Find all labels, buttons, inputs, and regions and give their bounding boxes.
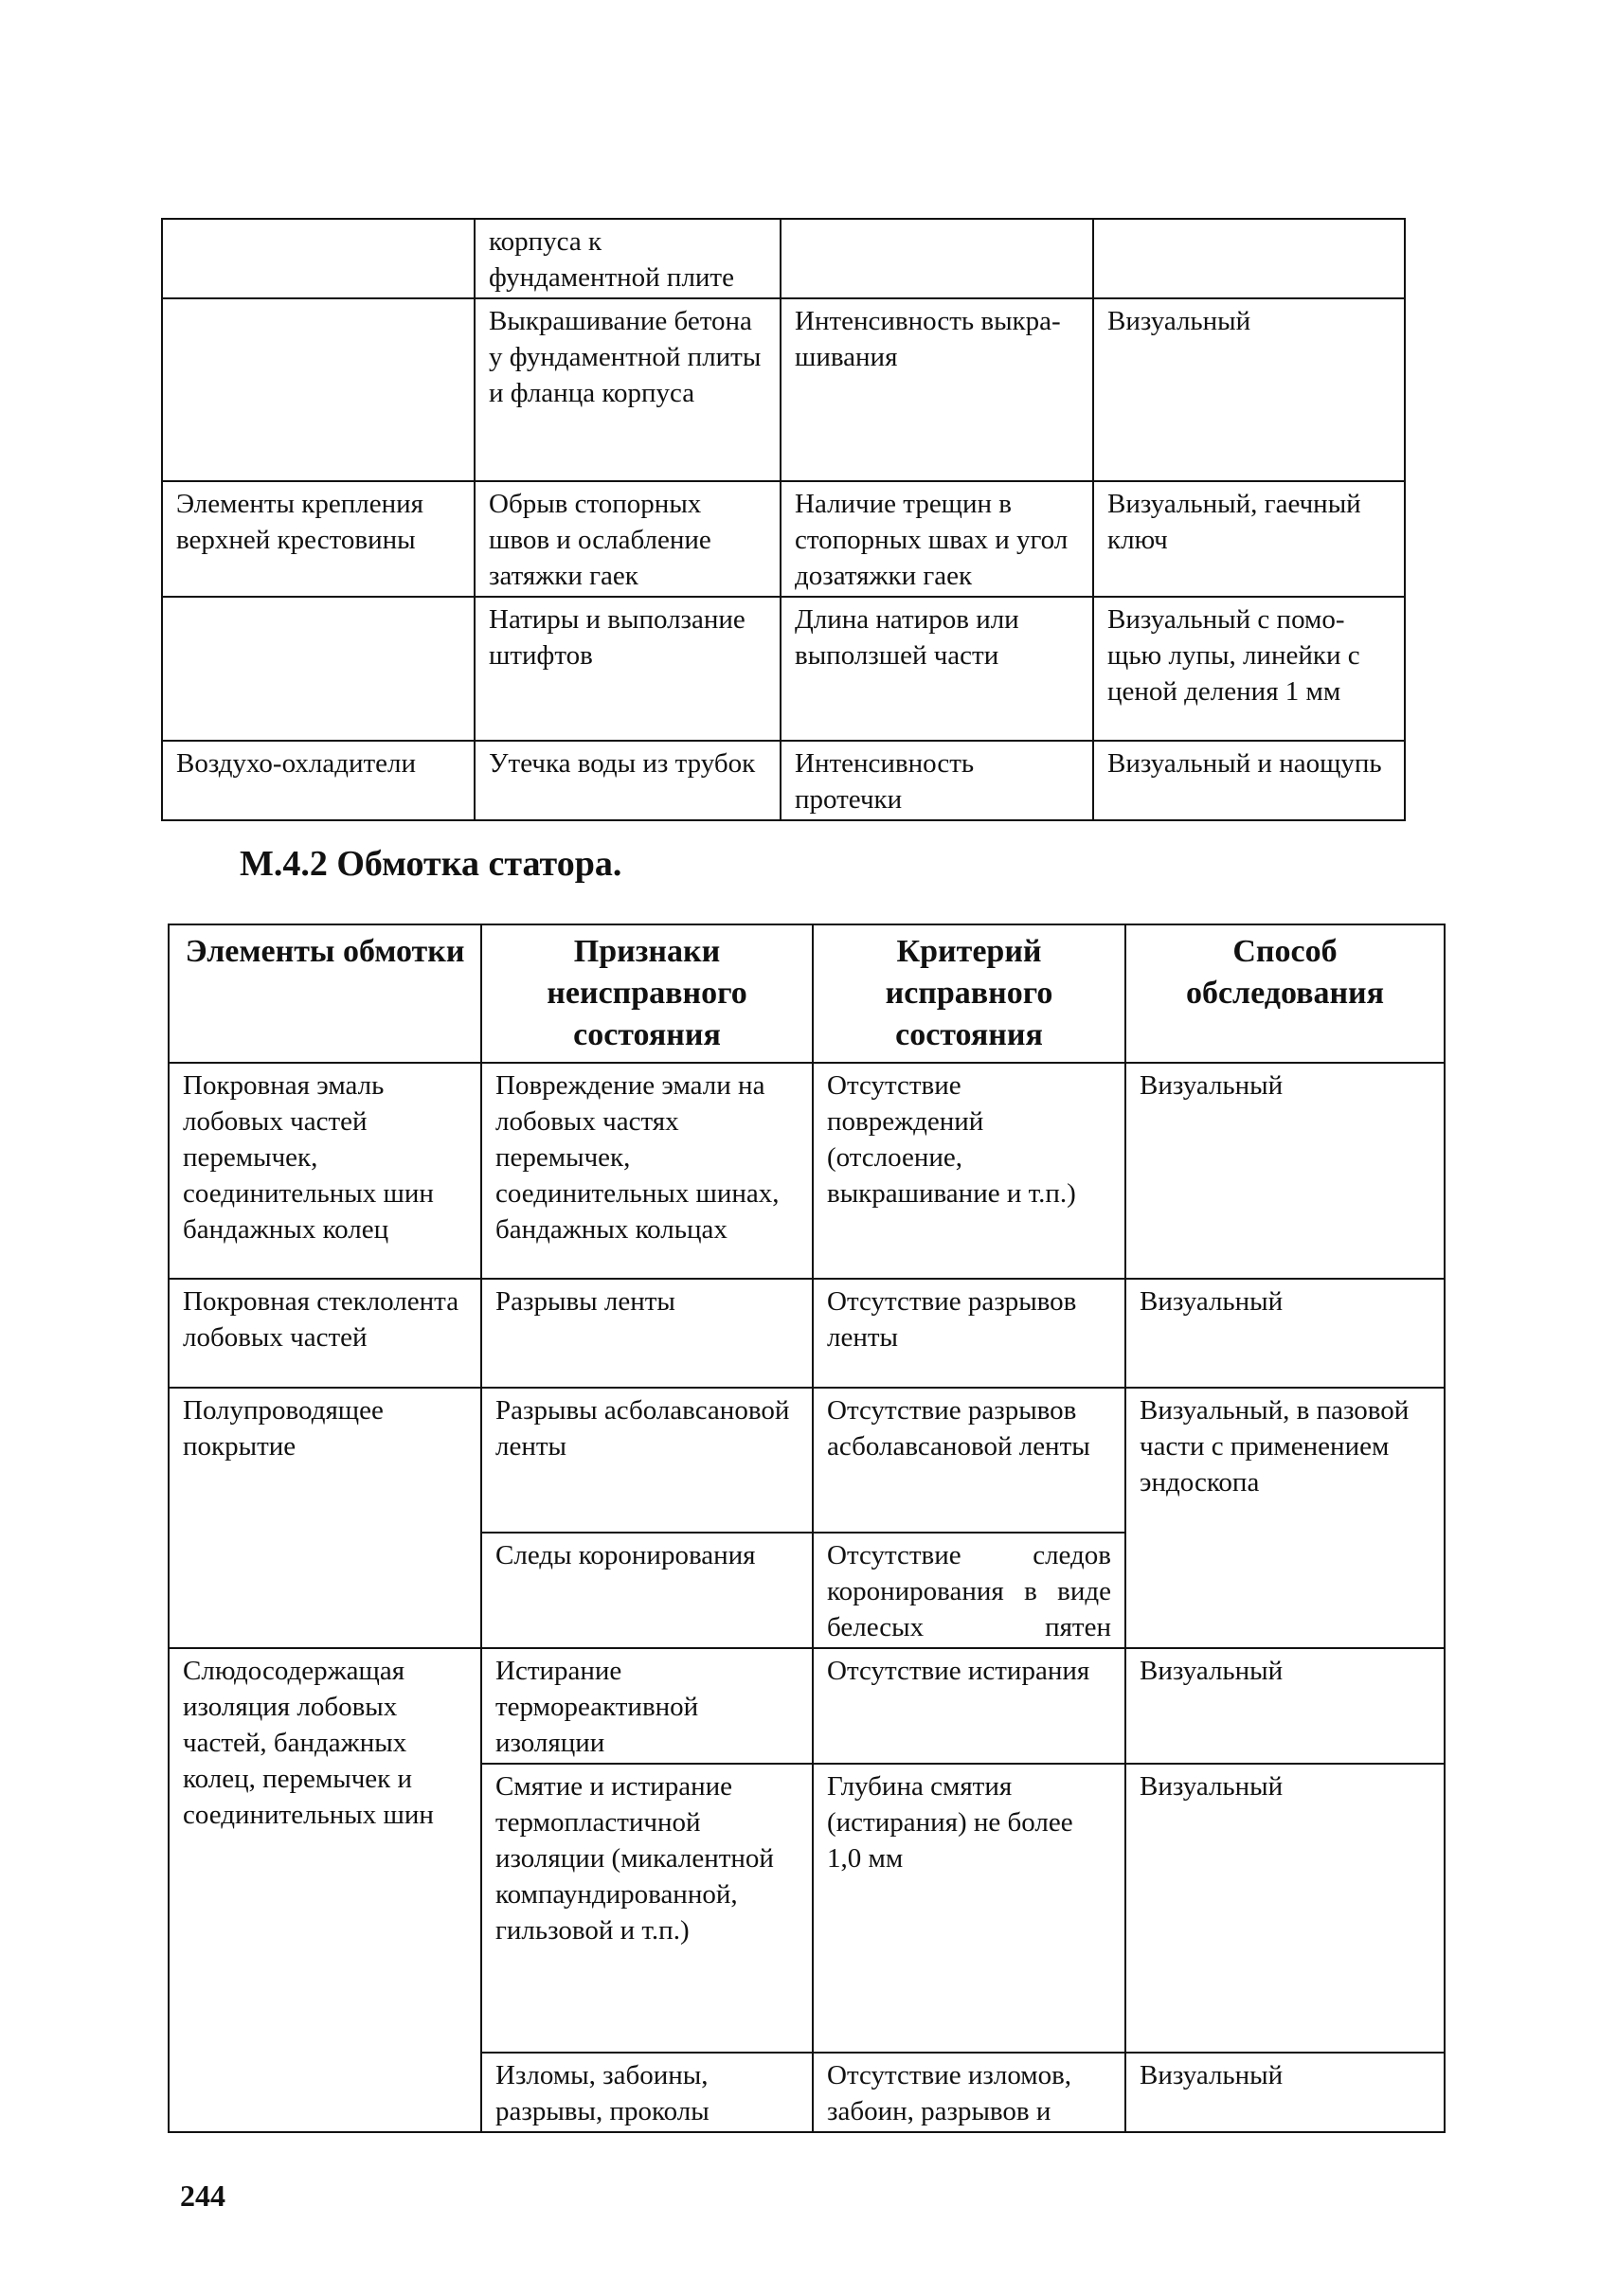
cell-method: Визуальный: [1125, 1279, 1445, 1388]
cell-criterion: Наличие трещин в стопорных швах и угол дозатяжки гаек: [781, 481, 1093, 597]
header-sign: Признаки неисправного состояния: [481, 924, 813, 1063]
table-row: [162, 481, 1405, 597]
cell-element: [162, 298, 475, 481]
cell-element: Полупроводящее покрытие: [169, 1388, 481, 1648]
cell-method: Визуальный: [1125, 1764, 1445, 2053]
cell-element: [162, 219, 475, 298]
cell-element: Слюдосодержащая изоляция лобовых частей, бандажных колец, перемычек и соединительных шин: [169, 1648, 481, 2132]
cell-method: Визуальный, гаечный ключ: [1093, 481, 1405, 597]
cell-criterion: [781, 219, 1093, 298]
cell-sign: Следы коронирования: [481, 1533, 813, 1648]
cell-criterion: Интенсивность выкра-шивания: [781, 298, 1093, 481]
cell-method: Визуальный, в пазовой части с применением эндоскопа: [1125, 1388, 1445, 1648]
cell-sign: Изломы, забоины, разрывы, проколы: [481, 2053, 813, 2132]
page-number: 244: [180, 2179, 225, 2213]
cell-sign: Разрывы асболавсановой ленты: [481, 1388, 813, 1533]
header-element: Элементы обмотки: [169, 924, 481, 1063]
cell-criterion: Длина натиров или выползшей части: [781, 597, 1093, 741]
table-row: [162, 597, 1405, 741]
table-continued: [161, 218, 1406, 821]
cell-criterion: Отсутствие повреждений (отслоение, выкрашивание и т.п.): [813, 1063, 1125, 1279]
cell-element: Покровная эмаль лобовых частей перемычек, соединительных шин бандажных колец: [169, 1063, 481, 1279]
cell-element: Элементы крепления верхней крестовины: [162, 481, 475, 597]
section-title: М.4.2 Обмотка статора.: [240, 844, 622, 884]
cell-method: [1093, 219, 1405, 298]
cell-sign: Смятие и истирание термопластичной изоляции (микалентной компаундированной, гильзовой и т.п.): [481, 1764, 813, 2053]
cell-method: Визуальный: [1125, 2053, 1445, 2132]
cell-sign: корпуса к фундаментной плите: [475, 219, 781, 298]
header-method: Способ обследования: [1125, 924, 1445, 1063]
cell-criterion: Отсутствие разрывов ленты: [813, 1279, 1125, 1388]
cell-sign: Выкрашивание бетона у фундаментной плиты и фланца корпуса: [475, 298, 781, 481]
cell-method: Визуальный: [1125, 1648, 1445, 1764]
table-row: [169, 1648, 1445, 1764]
table-row: [162, 741, 1405, 820]
cell-criterion: Отсутствие истирания: [813, 1648, 1125, 1764]
table-row: [162, 219, 1405, 298]
table-header-row: [169, 924, 1445, 1063]
cell-criterion: Отсутствие изломов, забоин, разрывов и: [813, 2053, 1125, 2132]
table-row: [169, 1279, 1445, 1388]
cell-element: Покровная стеклолента лобовых частей: [169, 1279, 481, 1388]
cell-method: Визуальный с помо-щью лупы, линейки с ценой деления 1 мм: [1093, 597, 1405, 741]
table-row: [162, 298, 1405, 481]
cell-element: Воздухо-охладители: [162, 741, 475, 820]
cell-sign: Истирание термореактивной изоляции: [481, 1648, 813, 1764]
cell-method: Визуальный и наощупь: [1093, 741, 1405, 820]
cell-method: Визуальный: [1125, 1063, 1445, 1279]
cell-criterion: Интенсивность протечки: [781, 741, 1093, 820]
cell-sign: Натиры и выползание штифтов: [475, 597, 781, 741]
cell-criterion: Отсутствие следов коронирования в виде белесых пятен: [813, 1533, 1125, 1648]
cell-method: Визуальный: [1093, 298, 1405, 481]
cell-sign: Повреждение эмали на лобовых частях перемычек, соединительных шинах, бандажных кольцах: [481, 1063, 813, 1279]
cell-sign: Обрыв стопорных швов и ослабление затяжки гаек: [475, 481, 781, 597]
cell-sign: Утечка воды из трубок: [475, 741, 781, 820]
header-criterion: Критерий исправного состояния: [813, 924, 1125, 1063]
cell-criterion: Отсутствие разрывов асболавсановой ленты: [813, 1388, 1125, 1533]
cell-sign: Разрывы ленты: [481, 1279, 813, 1388]
cell-criterion: Глубина смятия (истирания) не более 1,0 мм: [813, 1764, 1125, 2053]
stator-winding-table: [168, 924, 1446, 2133]
table-row: [169, 1063, 1445, 1279]
table-row: [169, 1388, 1445, 1533]
cell-element: [162, 597, 475, 741]
